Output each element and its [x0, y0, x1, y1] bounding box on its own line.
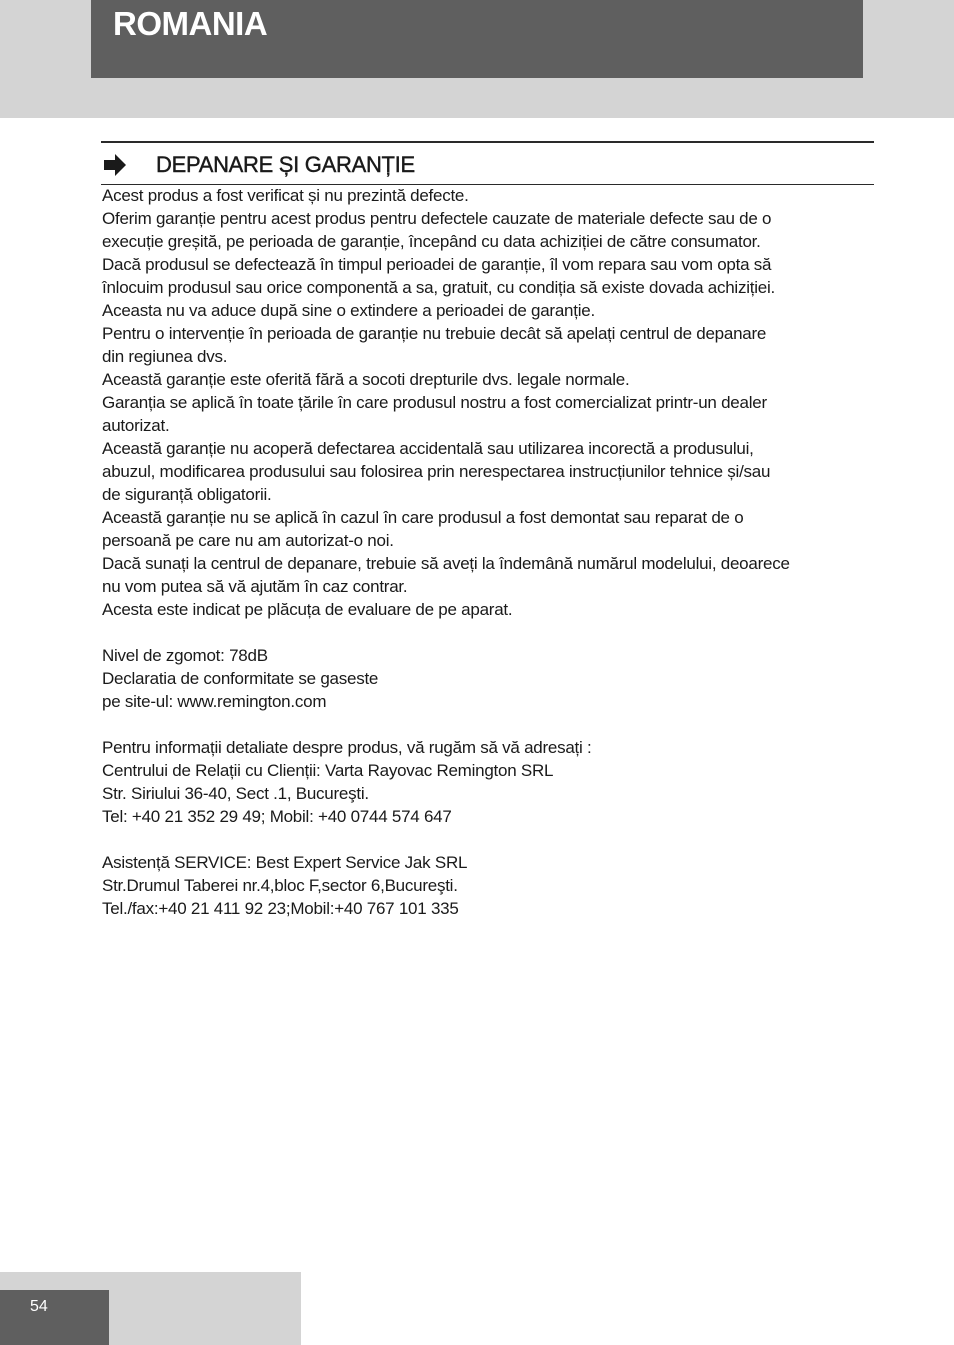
paragraph-gap [102, 713, 882, 736]
page-number-box [0, 1290, 109, 1345]
warranty-line: Acest produs a fost verificat și nu prezintă defecte. [102, 186, 469, 205]
arrow-right-icon [103, 154, 127, 176]
warranty-line: autorizat. [102, 416, 170, 435]
warranty-line: înlocuim produsul sau orice componentă a sa, gratuit, cu condiția să existe dovada achiziției. [102, 278, 775, 297]
warranty-line: Dacă produsul se defectează în timpul perioadei de garanție, îl vom repara sau vom opta să [102, 255, 772, 274]
website-line: pe site-ul: www.remington.com [102, 692, 327, 711]
warranty-line: nu vom putea să vă ajutăm în caz contrar. [102, 577, 408, 596]
warranty-line: abuzul, modificarea produsului sau folosirea prin nerespectarea instrucțiunilor tehnice și/sau [102, 462, 771, 481]
document-body [102, 184, 882, 920]
warranty-line: Această garanție este oferită fără a socoti drepturile dvs. legale normale. [102, 370, 630, 389]
service-line: Str.Drumul Taberei nr.4,bloc F,sector 6,Bucureşti. [102, 876, 458, 895]
contact-line: Tel: +40 21 352 29 49; Mobil: +40 0744 574 647 [102, 807, 452, 826]
warranty-line: Pentru o intervenție în perioada de garanție nu trebuie decât să apelați centrul de depanare [102, 324, 767, 343]
warranty-line: din regiunea dvs. [102, 347, 228, 366]
warranty-line: Aceasta nu va aduce după sine o extindere a perioadei de garanție. [102, 301, 595, 320]
warranty-line: de siguranță obligatorii. [102, 485, 272, 504]
contact-line: Pentru informații detaliate despre produs, vă rugăm să vă adresați : [102, 738, 592, 757]
warranty-line: Acesta este indicat pe plăcuța de evaluare de pe aparat. [102, 600, 513, 619]
warranty-line: Această garanție nu acoperă defectarea accidentală sau utilizarea incorectă a produsului, [102, 439, 754, 458]
warranty-line: execuție greșită, pe perioada de garanție, începând cu data achiziției de către consumator. [102, 232, 761, 251]
header-title-box [91, 0, 863, 78]
service-line: Tel./fax:+40 21 411 92 23;Mobil:+40 767 101 335 [102, 899, 459, 918]
contact-line: Centrului de Relații cu Clienții: Varta Rayovac Remington SRL [102, 761, 554, 780]
warranty-line: Dacă sunați la centrul de depanare, trebuie să aveți la îndemână numărul modelului, deoarece [102, 554, 790, 573]
warranty-line: persoană pe care nu am autorizat-o noi. [102, 531, 394, 550]
warranty-line: Oferim garanție pentru acest produs pentru defectele cauzate de materiale defecte sau de o [102, 209, 772, 228]
page-number: 54 [30, 1298, 48, 1315]
conformity-line: Declaratia de conformitate se gaseste [102, 669, 379, 688]
contact-line: Str. Siriului 36-40, Sect .1, Bucureşti. [102, 784, 369, 803]
warranty-line: Garanția se aplică în toate țările în care produsul nostru a fost comercializat printr-un dealer [102, 393, 767, 412]
section-heading: DEPANARE ȘI GARANȚIE [156, 152, 415, 177]
page-title: ROMANIA [113, 5, 268, 42]
section-divider-top [101, 141, 874, 143]
noise-level-line: Nivel de zgomot: 78dB [102, 646, 268, 665]
warranty-line: Această garanție nu se aplică în cazul în care produsul a fost demontat sau reparat de o [102, 508, 744, 527]
paragraph-gap [102, 828, 882, 851]
service-line: Asistență SERVICE: Best Expert Service Jak SRL [102, 853, 468, 872]
paragraph-gap [102, 621, 882, 644]
